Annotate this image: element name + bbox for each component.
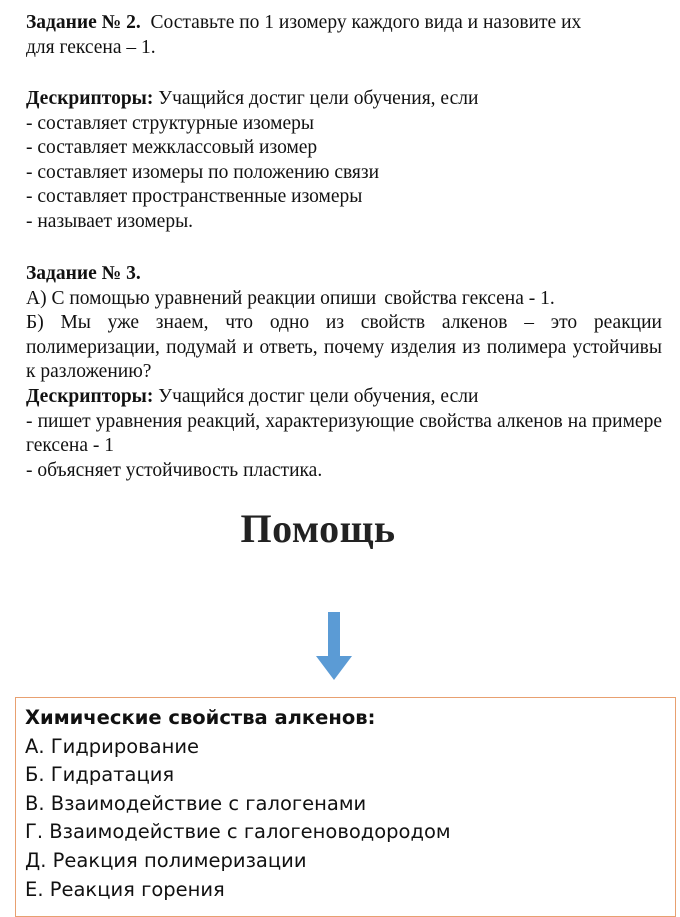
down-arrow-icon <box>314 612 354 682</box>
property-item: А. Гидрирование <box>25 734 200 758</box>
descriptors-2-intro: Учащийся достиг цели обучения, если <box>158 385 479 407</box>
task-2-line-1 <box>26 11 662 36</box>
descriptors-2-intro-line <box>26 385 662 410</box>
task-3-part-a <box>26 287 662 312</box>
task-3-heading: Задание № 3. <box>26 263 141 284</box>
task-2-heading: Задание № 2. <box>26 12 141 33</box>
property-item: Г. Взаимодействие с галогеноводородом <box>25 820 451 844</box>
property-item: Б. Гидратация <box>25 763 175 787</box>
descriptor-item: - пишет уравнения реакций, характеризующие свойства алкенов на примере гексена - 1 <box>26 410 662 457</box>
descriptors-1-intro-line <box>26 87 662 112</box>
task-3-part-b: Б) Мы уже знаем, что одно из свойств алкенов – это реакции полимеризации, подумай и ответь, почему изделия из полимера устойчивы к разложению? <box>26 312 662 383</box>
task-3-block <box>26 262 662 483</box>
task-2-line-2: для гексена – 1. <box>26 36 156 58</box>
descriptor-item: - составляет межклассовый изомер <box>26 137 318 159</box>
property-item: В. Взаимодействие с галогенами <box>25 791 367 815</box>
task-3-part-a-tail: свойства гексена - 1. <box>384 287 555 309</box>
descriptors-2-label: Дескрипторы: <box>26 385 154 407</box>
property-item: Д. Реакция полимеризации <box>25 848 307 872</box>
task-2-block <box>26 11 662 60</box>
descriptors-1-intro: Учащийся достиг цели обучения, если <box>158 88 479 109</box>
descriptors-1-label: Дескрипторы: <box>26 88 154 109</box>
descriptor-item: - объясняет устойчивость пластика. <box>26 459 323 481</box>
alkene-properties-box <box>15 697 676 917</box>
descriptor-item: - составляет структурные изомеры <box>26 112 314 134</box>
task-2-text-1: Составьте по 1 изомеру каждого вида и назовите их <box>150 12 582 33</box>
descriptor-item: - называет изомеры. <box>26 210 194 232</box>
task-3-part-a-text: А) С помощью уравнений реакции опиши <box>26 287 377 309</box>
descriptor-item: - составляет пространственные изомеры <box>26 186 363 208</box>
alkene-properties-heading: Химические свойства алкенов: <box>25 706 376 729</box>
descriptors-1-block <box>26 87 662 235</box>
property-item: Е. Реакция горения <box>25 877 225 901</box>
descriptor-item: - составляет изомеры по положению связи <box>26 161 380 183</box>
help-title: Помощь <box>240 506 396 551</box>
